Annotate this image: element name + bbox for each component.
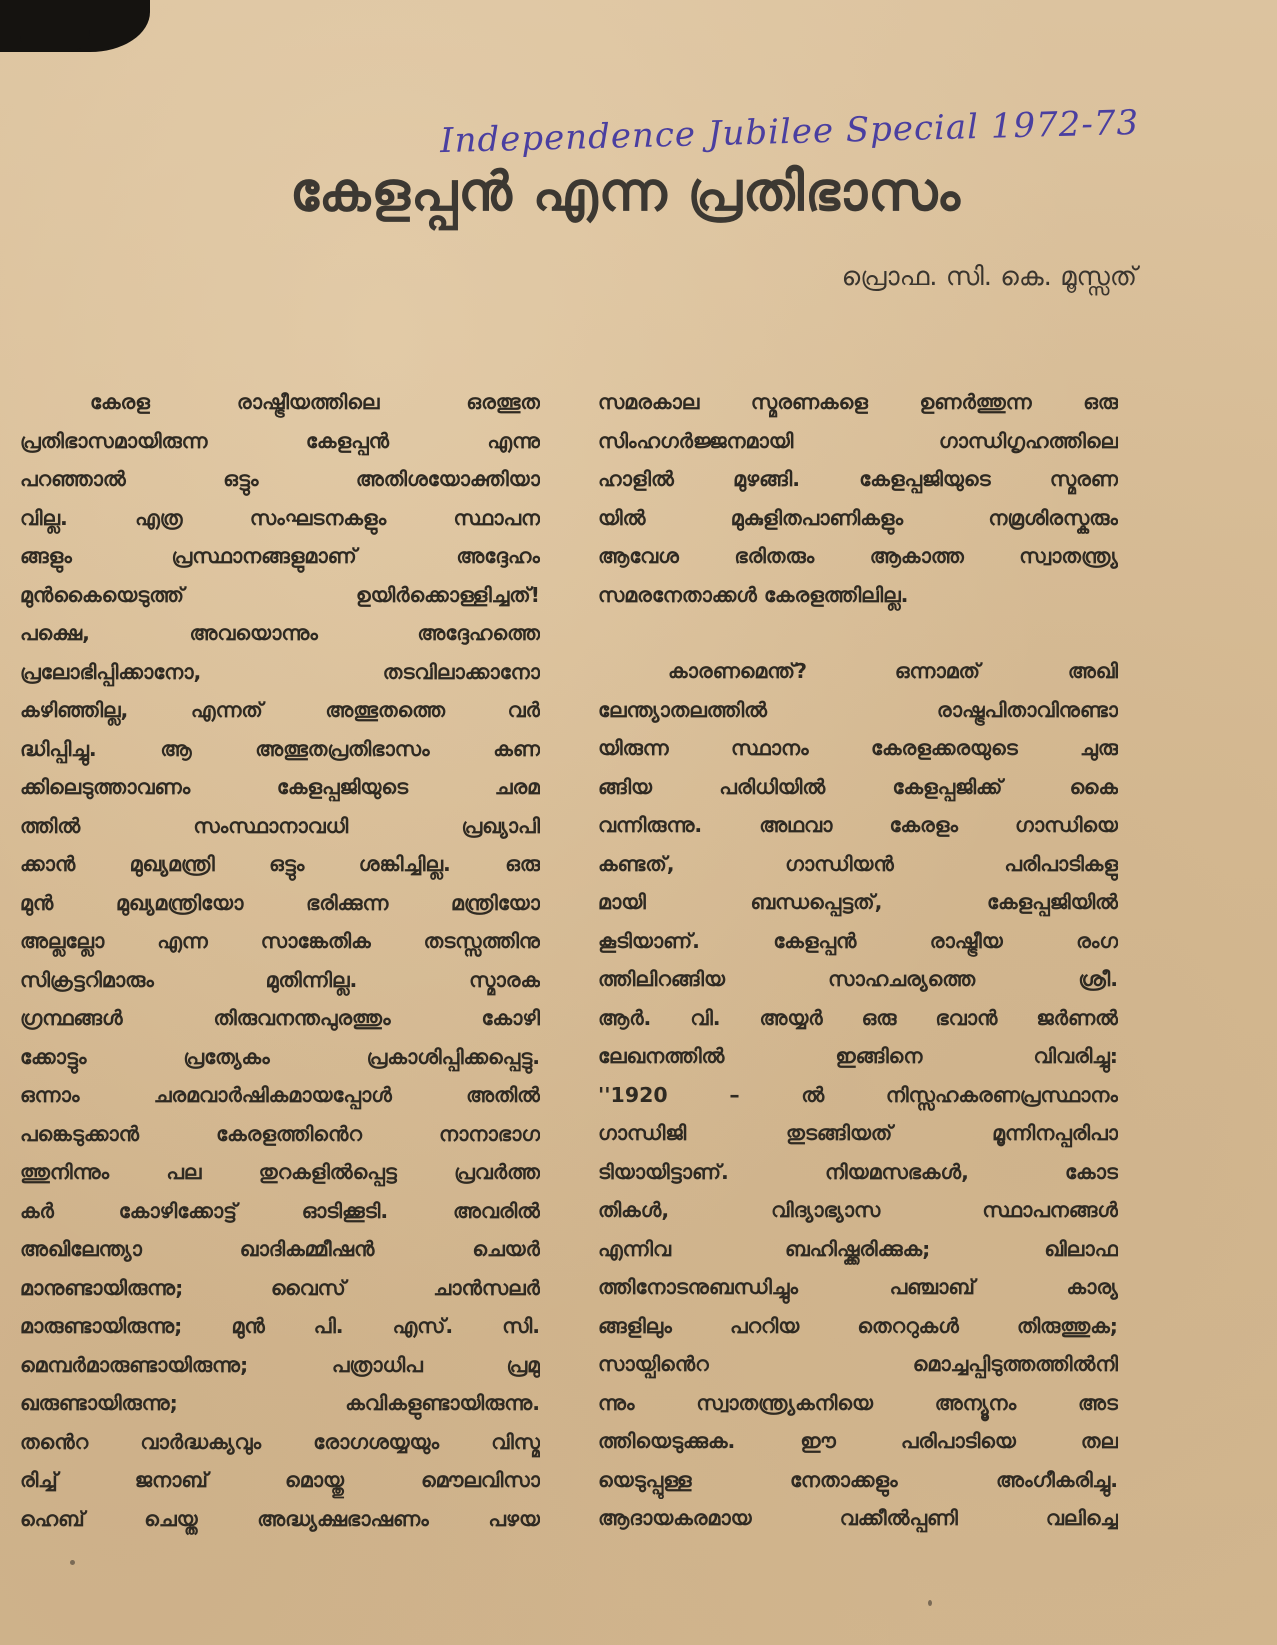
text-line: കൂടിയാണ്. കേളപ്പൻ രാഷ്ട്രീയ രംഗ	[598, 928, 1118, 953]
text-line: കണ്ടത്, ഗാന്ധിയൻ പരിപാടികളു	[598, 851, 1118, 876]
text-line: അല്ലല്ലോ എന്ന സാങ്കേതിക തടസ്സത്തിനു	[20, 929, 540, 953]
text-line: ലേഖനത്തിൽ ഇങ്ങിനെ വിവരിച്ചു:	[598, 1044, 1118, 1068]
handwritten-annotation: Independence Jubilee Special 1972-73	[439, 102, 1140, 162]
text-line: ഹെബ് ചെയ്ത അദ്ധ്യക്ഷഭാഷണം പഴയ	[20, 1506, 540, 1531]
left-column	[20, 383, 540, 1538]
paper-speck	[70, 1560, 75, 1565]
text-line: കഴിഞ്ഞില്ല, എന്നത് അത്ഭുതത്തെ വർ	[20, 698, 540, 722]
text-line: ക്കിലെടുത്താവണം കേളപ്പജിയുടെ ചരമ	[20, 775, 540, 799]
text-line: ഒന്നാം ചരമവാർഷികമായപ്പോൾ അതിൽ	[20, 1083, 540, 1107]
text-line: കാരണമെന്ത്? ഒന്നാമത് അഖി	[668, 659, 1118, 683]
text-line: ഗാന്ധിജി തുടങ്ങിയത് മൂന്നിനപ്പരിപാ	[598, 1121, 1118, 1145]
text-line: തൻെറ വാർദ്ധക്യവും രോഗശയ്യയും വിസ്മ	[20, 1429, 540, 1454]
paragraph-gap	[598, 614, 1118, 652]
text-line: വന്നിരുന്നു. അഥവാ കേരളം ഗാന്ധിയെ	[598, 813, 1118, 837]
text-line: യിരുന്ന സ്ഥാനം കേരളക്കരയുടെ ചുരു	[598, 736, 1118, 760]
text-line: പക്ഷെ, അവയൊന്നും അദ്ദേഹത്തെ	[20, 621, 540, 645]
text-line: ലേന്ത്യാതലത്തിൽ രാഷ്ട്രപിതാവിനുണ്ടാ	[598, 697, 1118, 722]
text-line: ഗ്രന്ഥങ്ങൾ തിരുവനന്തപുരത്തും കോഴി	[20, 1006, 540, 1030]
text-line: പ്രലോഭിപ്പിക്കാനോ, തടവിലാക്കാനോ	[20, 659, 540, 684]
text-line: ആദായകരമായ വക്കീൽപ്പണി വലിച്ചെ	[598, 1506, 1118, 1530]
text-line: കർ കോഴിക്കോട്ട് ഓടിക്കൂടി. അവരിൽ	[20, 1198, 540, 1223]
text-line: ത്തുനിന്നും പല തുറകളിൽപ്പെട്ട പ്രവർത്ത	[20, 1160, 540, 1184]
text-line: ത്തിനോടനുബന്ധിച്ചും പഞ്ചാബ് കാര്യ	[598, 1275, 1118, 1299]
text-line: സായ്പിൻെറ മൊച്ചപ്പിടുത്തത്തിൽനി	[598, 1352, 1118, 1376]
text-line: ദ്ധിപ്പിച്ചു. ആ അത്ഭുതപ്രതിഭാസം കണ	[20, 736, 540, 761]
text-line: ത്തിയെടുക്കുക. ഈ പരിപാടിയെ തല	[598, 1429, 1118, 1453]
text-line: ഖരുണ്ടായിരുന്നു; കവികളുണ്ടായിരുന്നു.	[20, 1391, 540, 1415]
text-line: സിക്രട്ടറിമാരും മുതിന്നില്ല. സ്മാരക	[20, 967, 540, 992]
text-line: ഹാളിൽ മുഴങ്ങി. കേളപ്പജിയുടെ സ്മരണ	[598, 467, 1118, 491]
text-line: തികൾ, വിദ്യാഭ്യാസ സ്ഥാപനങ്ങൾ	[598, 1198, 1118, 1222]
text-line: യെടുപ്പുള്ള നേതാക്കളും അംഗീകരിച്ചു.	[598, 1467, 1118, 1492]
text-line: ങ്ങളിലും പററിയ തെററുകൾ തിരുത്തുക;	[598, 1313, 1118, 1338]
paper-speck	[928, 1600, 932, 1606]
text-line: സമരനേതാക്കൾ കേരളത്തിലില്ല.	[598, 582, 909, 607]
text-line: ആർ. വി. അയ്യർ ഒരു ഭവാൻ ജർണൽ	[598, 1005, 1118, 1030]
right-column	[598, 383, 1118, 1538]
text-line: മെമ്പർമാരുണ്ടായിരുന്നു; പത്രാധിപ പ്രമു	[20, 1352, 540, 1377]
text-line: എന്നിവ ബഹിഷ്ക്കരിക്കുക; ഖിലാഫ	[598, 1236, 1118, 1261]
text-line: പ്രതിഭാസമായിരുന്ന കേളപ്പൻ എന്നു	[20, 428, 540, 453]
text-line: മാരുണ്ടായിരുന്നു; മുൻ പി. എസ്. സി.	[20, 1314, 540, 1338]
text-line: സമരകാല സ്മരണകളെ ഉണർത്തുന്ന ഒരു	[598, 390, 1118, 414]
text-line: ങ്ങളും പ്രസ്ഥാനങ്ങളുമാണ് അദ്ദേഹം	[20, 544, 540, 568]
text-line: ആവേശ ഭരിതരും ആകാത്ത സ്വാതന്ത്ര്യ	[598, 544, 1118, 568]
text-line: ക്കാൻ മുഖ്യമന്ത്രി ഒട്ടും ശങ്കിച്ചില്ല. ഒരു	[20, 852, 540, 876]
text-line: അഖിലേന്ത്യാ ഖാദികമ്മീഷൻ ചെയർ	[20, 1237, 540, 1261]
article-title: കേളപ്പൻ എന്ന പ്രതിഭാസം	[290, 160, 961, 223]
text-line: ക്കോട്ടും പ്രത്യേകം പ്രകാശിപ്പിക്കപ്പെട്ടു.	[20, 1044, 540, 1069]
text-line: ത്തിലിറങ്ങിയ സാഹചര്യത്തെ ശ്രീ.	[598, 967, 1118, 991]
text-line: ത്തിൽ സംസ്ഥാനാവധി പ്രഖ്യാപി	[20, 813, 540, 838]
text-line: ടിയായിട്ടാണ്. നിയമസഭകൾ, കോട	[598, 1159, 1118, 1184]
text-line: പങ്കെടുക്കാൻ കേരളത്തിൻെറ നാനാഭാഗ	[20, 1121, 540, 1146]
text-line: പറഞ്ഞാൽ ഒട്ടും അതിശയോക്തിയാ	[20, 467, 540, 491]
text-line: യിൽ മുകുളിതപാണികളും നമ്രശിരസ്കരും	[598, 505, 1118, 530]
text-line: ന്നും സ്വാതന്ത്ര്യകനിയെ അന്യൂനം അട	[598, 1390, 1118, 1415]
text-line: മായി ബന്ധപ്പെട്ടത്, കേളപ്പജിയിൽ	[598, 890, 1118, 914]
text-line: വില്ല. എത്ര സംഘടനകളും സ്ഥാപന	[20, 505, 540, 530]
author-byline: പ്രൊഫ. സി. കെ. മൂസ്സത്	[841, 262, 1137, 292]
text-line: മാനുണ്ടായിരുന്നു; വൈസ് ചാൻസലർ	[20, 1275, 540, 1300]
text-line: ''1920 – ൽ നിസ്സഹകരണപ്രസ്ഥാനം	[598, 1082, 1118, 1107]
text-line: ങ്ങിയ പരിധിയിൽ കേളപ്പജിക്ക് കൈ	[598, 774, 1118, 799]
text-line: മുൻ മുഖ്യമന്ത്രിയോ ഭരിക്കുന്ന മന്ത്രിയോ	[20, 890, 540, 915]
text-line: കേരള രാഷ്ട്രീയത്തിലെ ഒരത്ഭുത	[90, 390, 540, 414]
text-line: മുൻകൈയെടുത്ത് ഉയിർക്കൊള്ളിച്ചത്!	[20, 582, 540, 607]
text-line: രിച്ച് ജനാബ് മൊയ്തു മൌലവിസാ	[20, 1468, 540, 1492]
text-line: സിംഹഗർജ്ജനമായി ഗാന്ധിഗൃഹത്തിലെ	[598, 428, 1118, 453]
ink-blot-stain	[0, 0, 150, 52]
